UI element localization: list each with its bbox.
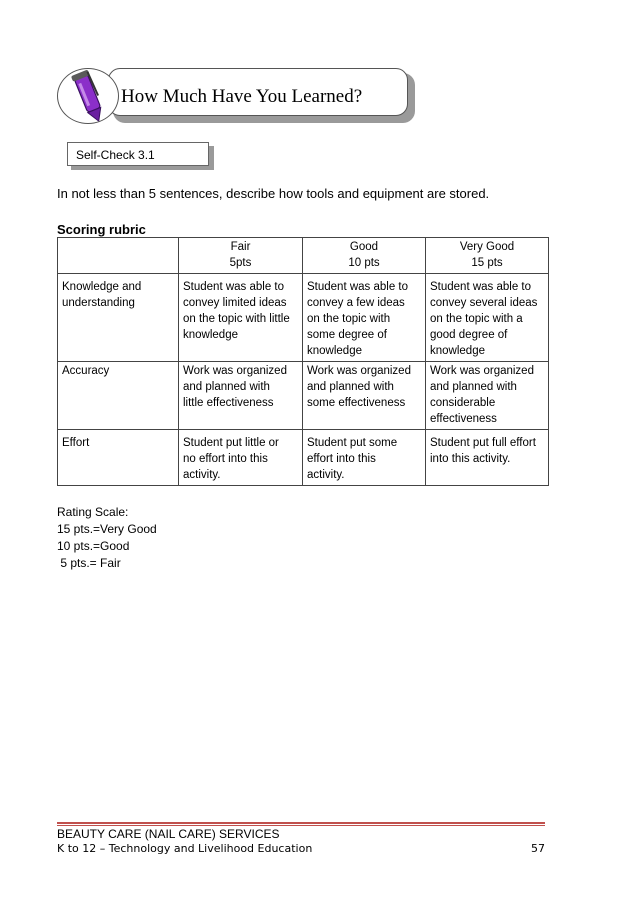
header-points: 10 pts [348, 257, 380, 269]
cell-line: Student was able to [307, 281, 409, 293]
rubric-title: Scoring rubric [57, 222, 146, 237]
good-cell [303, 430, 426, 486]
cell-line: Student put full effort [430, 437, 536, 449]
cell-line: considerable [430, 397, 496, 409]
cell-line: and planned with [307, 381, 394, 393]
criterion-cell [58, 274, 179, 362]
cell-line: on the topic with little [183, 313, 290, 325]
rubric-header-row [58, 238, 549, 274]
criterion-cell [58, 430, 179, 486]
cell-line: Work was organized [307, 365, 411, 377]
header-fair [179, 238, 303, 274]
footer-rule-thin [57, 825, 545, 826]
rubric-row-effort [58, 430, 549, 486]
rating-item: 5 pts.= Fair [57, 556, 121, 570]
rubric-row-accuracy [58, 362, 549, 430]
footer-course-title: BEAUTY CARE (NAIL CARE) SERVICES [57, 827, 280, 841]
cell-line: knowledge [183, 329, 238, 341]
rating-scale-title: Rating Scale: [57, 505, 129, 519]
cell-line: understanding [62, 297, 135, 309]
header-level: Very Good [459, 241, 515, 253]
rating-item: 10 pts.=Good [57, 539, 130, 553]
cell-line: knowledge [430, 345, 485, 357]
cell-line: convey a few ideas [307, 297, 405, 309]
cell-line: Accuracy [62, 365, 110, 377]
rubric-table [57, 237, 549, 486]
cell-line: on the topic with a [430, 313, 523, 325]
criterion-cell [58, 362, 179, 430]
rating-item: 15 pts.=Very Good [57, 522, 157, 536]
cell-line: Work was organized [430, 365, 534, 377]
cell-line: convey several ideas [430, 297, 538, 309]
footer-rule [57, 822, 545, 824]
cell-line: activity. [183, 469, 221, 481]
instruction-text: In not less than 5 sentences, describe how tools and equipment are stored. [57, 186, 490, 201]
good-cell [303, 274, 426, 362]
header-empty-cell [58, 238, 179, 274]
cell-line: Student was able to [430, 281, 532, 293]
cell-line: some degree of [307, 329, 387, 341]
banner-title: How Much Have You Learned? [121, 86, 363, 107]
very-good-cell [426, 430, 549, 486]
cell-line: on the topic with [307, 313, 391, 325]
cell-line: Knowledge and [62, 281, 142, 293]
very-good-cell [426, 362, 549, 430]
cell-line: and planned with [183, 381, 270, 393]
cell-line: Student was able to [183, 281, 285, 293]
cell-line: Student put little or [183, 437, 279, 449]
cell-line: some effectiveness [307, 397, 406, 409]
cell-line: effectiveness [430, 413, 497, 425]
fair-cell [179, 274, 303, 362]
cell-line: into this activity. [430, 453, 511, 465]
self-check-label: Self-Check 3.1 [76, 148, 155, 162]
pen-icon [57, 68, 119, 124]
cell-line: no effort into this [183, 453, 268, 465]
header-points: 5pts [229, 257, 252, 269]
cell-line: effort into this [307, 453, 376, 465]
fair-cell [179, 362, 303, 430]
footer-program: K to 12 – Technology and Livelihood Education [57, 842, 313, 855]
fair-cell [179, 430, 303, 486]
page-number: 57 [531, 842, 545, 855]
header-level: Fair [230, 241, 251, 253]
rubric-row-knowledge [58, 274, 549, 362]
cell-line: little effectiveness [183, 397, 274, 409]
cell-line: Student put some [307, 437, 398, 449]
header-level: Good [349, 241, 379, 253]
header-points: 15 pts [471, 257, 503, 269]
header-good [303, 238, 426, 274]
cell-line: Effort [62, 437, 90, 449]
cell-line: knowledge [307, 345, 362, 357]
cell-line: good degree of [430, 329, 508, 341]
cell-line: activity. [307, 469, 345, 481]
very-good-cell [426, 274, 549, 362]
rating-scale [57, 504, 157, 572]
cell-line: convey limited ideas [183, 297, 287, 309]
cell-line: Work was organized [183, 365, 287, 377]
header-very-good [426, 238, 549, 274]
good-cell [303, 362, 426, 430]
cell-line: and planned with [430, 381, 517, 393]
